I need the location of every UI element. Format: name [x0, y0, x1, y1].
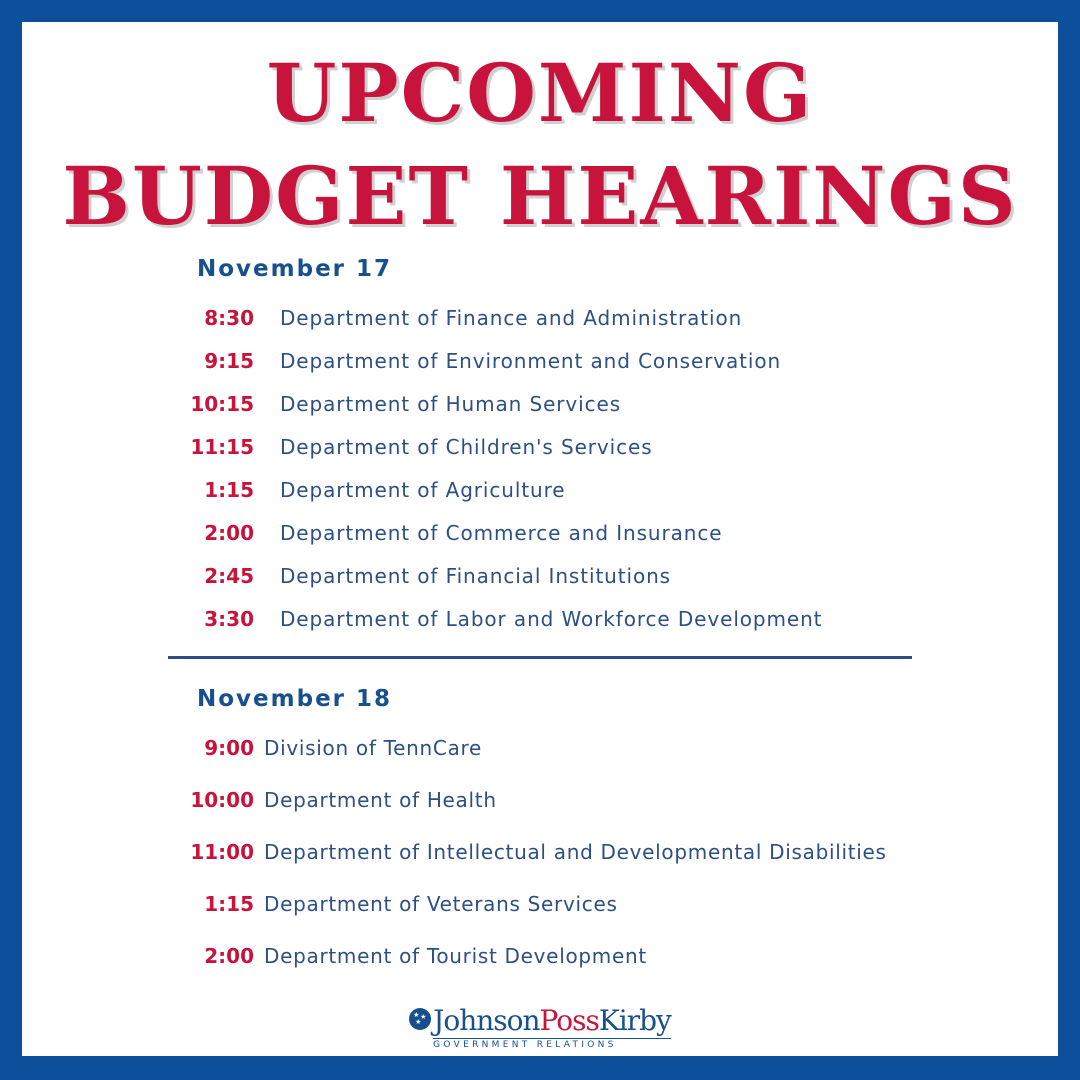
logo-word-johnson: Johnson — [433, 1004, 540, 1037]
hearing-department: Department of Agriculture — [280, 478, 566, 502]
logo-word-poss: Poss — [539, 1004, 599, 1037]
hearing-time: 11:00 — [190, 840, 254, 864]
hearing-department: Division of TennCare — [264, 736, 483, 760]
day1-heading: November 17 — [197, 256, 393, 282]
hearing-time: 1:15 — [204, 478, 254, 502]
hearing-time: 2:45 — [204, 564, 254, 588]
tennessee-stars-icon: ★ ★ ★ — [409, 1008, 431, 1030]
hearing-time: 2:00 — [204, 944, 254, 968]
hearing-department: Department of Environment and Conservation — [280, 349, 782, 373]
title-line-2: BUDGET HEARINGS — [62, 149, 1018, 243]
hearing-department: Department of Commerce and Insurance — [280, 521, 723, 545]
hearing-time: 9:00 — [204, 736, 254, 760]
hearing-department: Department of Intellectual and Developmental Disabilities — [264, 840, 887, 864]
hearing-time: 9:15 — [204, 349, 254, 373]
day2-heading: November 18 — [197, 686, 393, 712]
hearing-department: Department of Financial Institutions — [280, 564, 671, 588]
hearing-time: 1:15 — [204, 892, 254, 916]
section-divider — [168, 656, 912, 659]
hearing-department: Department of Health — [264, 788, 497, 812]
hearing-time: 8:30 — [204, 306, 254, 330]
company-logo — [22, 1004, 1058, 1051]
hearing-department: Department of Labor and Workforce Development — [280, 607, 823, 631]
hearing-department: Department of Children's Services — [280, 435, 653, 459]
hearing-department: Department of Tourist Development — [264, 944, 647, 968]
poster-card — [22, 22, 1058, 1056]
hearing-department: Department of Finance and Administration — [280, 306, 743, 330]
logo-word-kirby: Kirby — [598, 1004, 671, 1037]
hearing-time: 2:00 — [204, 521, 254, 545]
hearing-department: Department of Veterans Services — [264, 892, 618, 916]
title-line-1: UPCOMING — [266, 46, 814, 140]
hearing-time: 10:00 — [190, 788, 254, 812]
hearing-time: 11:15 — [190, 435, 254, 459]
hearing-time: 10:15 — [190, 392, 254, 416]
hearing-department: Department of Human Services — [280, 392, 622, 416]
logo-subtitle: GOVERNMENT RELATIONS — [433, 1038, 671, 1050]
logo-lockup — [409, 1004, 671, 1050]
logo-wordmark — [433, 1004, 671, 1038]
hearing-time: 3:30 — [204, 607, 254, 631]
